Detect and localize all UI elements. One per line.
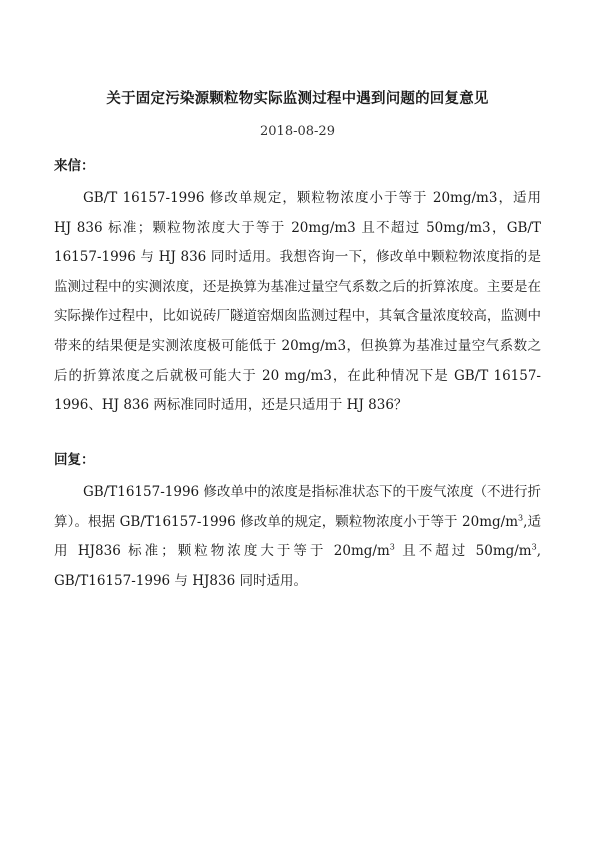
document-title: 关于固定污染源颗粒物实际监测过程中遇到问题的回复意见: [106, 91, 489, 107]
superscript: 3: [518, 513, 524, 523]
letter-body: GB/T 16157-1996 修改单规定，颗粒物浓度小于等于 20mg/m3，适用 HJ 836 标准；颗粒物浓度大于等于 20mg/m3 且不超过 50mg/m3，GB/T 16157-1996 与 HJ 836 同时适用。我想咨询一下，修改单中颗粒物浓度指的是监测过程中的实测浓度，还是换算为基准过量空气系数之后的折算浓度。主要是在实际操作过程中，比如说砖厂隧道窑烟囱监测过程中，其氧含量浓度较高，监测中带来的结果便是实测浓度极可能低于 20mg/m3，但换算为基准过量空气系数之后的折算浓度之后就极可能大于 20 mg/m3，在此种情况下是 GB/T 16157-1996、HJ 836 两标准同时适用，还是只适用于 HJ 836？: [54, 190, 541, 414]
reply-text-3: 且不超过 50mg/m: [394, 543, 532, 560]
reply-heading: 回复：: [54, 452, 95, 468]
reply-text-4: , GB/T16157-1996 与 HJ836 同时适用。: [54, 543, 541, 589]
superscript: 3: [389, 542, 395, 552]
document-date: 2018-08-29: [260, 124, 335, 139]
reply-text-2: ,适用 HJ836 标准；颗粒物浓度大于等于 20mg/m: [54, 513, 541, 560]
reply-body: [54, 478, 541, 596]
reply-text-1: GB/T16157-1996 修改单中的浓度是指标准状态下的干废气浓度（不进行折算）。根据 GB/T16157-1996 修改单的规定，颗粒物浓度小于等于 20mg/m: [54, 484, 541, 530]
superscript: 3: [531, 542, 537, 552]
letter-heading: 来信：: [54, 158, 95, 174]
